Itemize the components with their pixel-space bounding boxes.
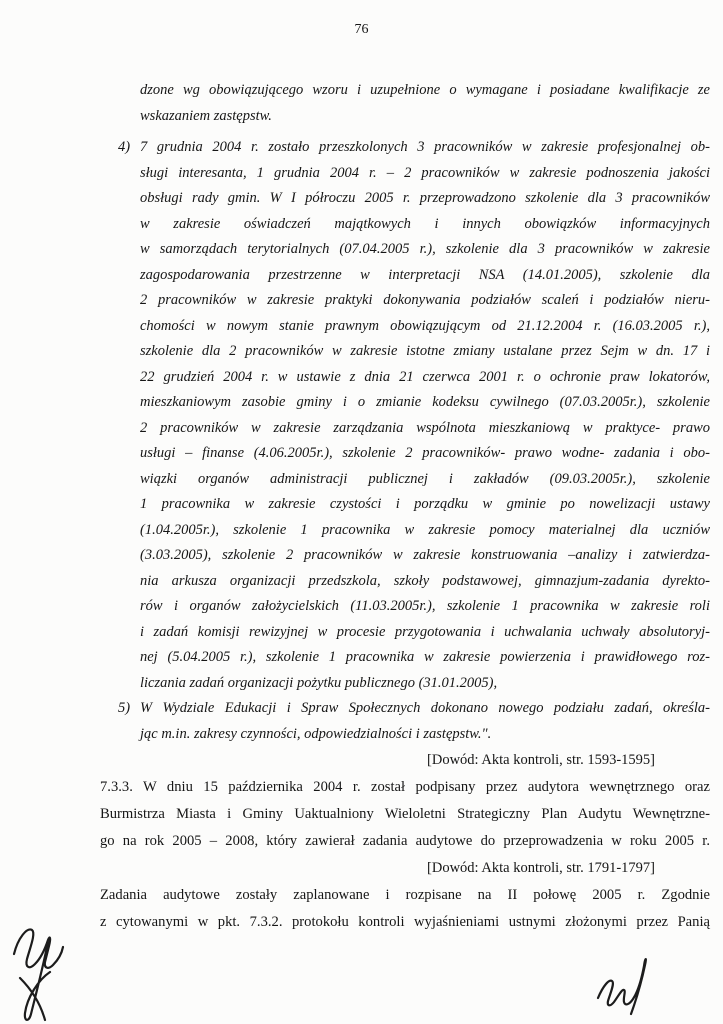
page-body xyxy=(100,78,710,936)
text-line: nia arkusza organizacji przedszkola, szkoły podstawowej, gimnazjum-zadania dyrekto- xyxy=(140,572,710,589)
text-line: 2 pracowników w zakresie praktyki dokonywania podziałów scaleń i podziałów nieru- xyxy=(140,292,710,308)
paragraph-7-3-3 xyxy=(100,774,710,855)
text-line: Burmistrza Miasta i Gminy Uaktualniony Wieloletni Strategiczny Plan Audytu Wewnętrzne- xyxy=(100,806,710,822)
text-line: w samorządach terytorialnych (07.04.2005 r.), szkolenie dla 3 pracowników w zakresie xyxy=(140,241,710,257)
signature-left-icon xyxy=(2,912,97,1024)
signature-right-icon xyxy=(588,946,663,1024)
quoted-passage xyxy=(100,78,710,747)
text-line: wiązki organów administracji publicznej i zakładów (09.03.2005r.), szkolenie xyxy=(140,470,710,487)
list-item-4 xyxy=(100,135,710,696)
text-line: rów i organów założycielskich (11.03.2005r.), szkolenie 1 pracownika w zakresie roli xyxy=(140,598,710,614)
text-line: 7 grudnia 2004 r. zostało przeszkolonych 3 pracowników w zakresie profesjonalnej ob- xyxy=(140,139,710,155)
text-line: jąc m.in. zakresy czynności, odpowiedzialności i zastępstw.". xyxy=(140,725,492,742)
evidence-reference-1: [Dowód: Akta kontroli, str. 1593-1595] xyxy=(427,752,655,768)
list-marker: 4) xyxy=(118,139,131,155)
paragraph-audit-tasks xyxy=(100,882,710,936)
text-line: wskazaniem zastępstw. xyxy=(140,107,272,124)
text-line: z cytowanymi w pkt. 7.3.2. protokołu kontroli wyjaśnieniami ustnymi złożonymi przez Panią xyxy=(100,914,710,930)
text-line: zagospodarowania przestrzenne w interpretacji NSA (14.01.2005), szkolenie dla xyxy=(140,266,710,283)
text-line: obsługi rady gmin. W I półroczu 2005 r. przeprowadzono szkolenie dla 3 pracowników xyxy=(140,190,710,206)
text-line: (3.03.2005), szkolenie 2 pracowników w zakresie konstruowania –analizy i zatwierdza- xyxy=(140,547,710,563)
text-line: szkolenie dla 2 pracowników w zakresie istotne zmiany ustalane przez Sejm w dn. 17 i xyxy=(140,343,710,359)
text-line: W Wydziale Edukacji i Spraw Społecznych dokonano nowego podziału zadań, określa- xyxy=(140,700,710,716)
text-line: usługi – finanse (4.06.2005r.), szkolenie 2 pracowników- prawo wodne- zadania i obo- xyxy=(140,445,710,461)
text-line: chomości w nowym stanie prawnym obowiązującym od 21.12.2004 r. (16.03.2005 r.), xyxy=(140,317,710,334)
text-line: dzone wg obowiązującego wzoru i uzupełnione o wymagane i posiadane kwalifikacje ze xyxy=(140,82,710,98)
text-line: (1.04.2005r.), szkolenie 1 pracownika w zakresie pomocy materialnej dla uczniów xyxy=(140,521,710,538)
text-line: 7.3.3. W dniu 15 października 2004 r. został podpisany przez audytora wewnętrznego oraz xyxy=(100,779,710,795)
text-line: Zadania audytowe zostały zaplanowane i rozpisane na II połowę 2005 r. Zgodnie xyxy=(100,887,710,903)
page-number: 76 xyxy=(354,22,369,37)
text-line: 1 pracownika w zakresie czystości i porządku w gminie po nowelizacji ustawy xyxy=(140,496,710,512)
text-line: mieszkaniowym zasobie gminy i o zmianie kodeksu cywilnego (07.03.2005r.), szkolenie xyxy=(140,394,710,410)
text-line: w zakresie oświadczeń majątkowych i innych obowiązków informacyjnych xyxy=(140,215,710,232)
list-item-5 xyxy=(100,696,710,747)
text-line: i zadań komisji rewizyjnej w procesie przygotowania i uchwalania uchwały absolutoryj- xyxy=(140,623,710,640)
text-line: go na rok 2005 – 2008, który zawierał zadania audytowe do przeprowadzenia w roku 2005 r. xyxy=(100,833,710,849)
text-line: 2 pracowników w zakresie zarządzania wspólnota mieszkaniową w praktyce- prawo xyxy=(140,419,710,436)
text-line: sługi interesanta, 1 grudnia 2004 r. – 2 pracowników w zakresie podnoszenia jakości xyxy=(140,164,710,181)
list-marker: 5) xyxy=(118,700,131,716)
evidence-reference-2: [Dowód: Akta kontroli, str. 1791-1797] xyxy=(427,860,655,876)
text-line: liczania zadań organizacji pożytku publicznego (31.01.2005), xyxy=(140,674,498,691)
text-line: nej (5.04.2005 r.), szkolenie 1 pracownika w zakresie powierzenia i prawidłowego roz- xyxy=(140,649,710,665)
text-line: 22 grudzień 2004 r. w ustawie z dnia 21 czerwca 2001 r. o ochronie praw lokatorów, xyxy=(140,368,710,385)
